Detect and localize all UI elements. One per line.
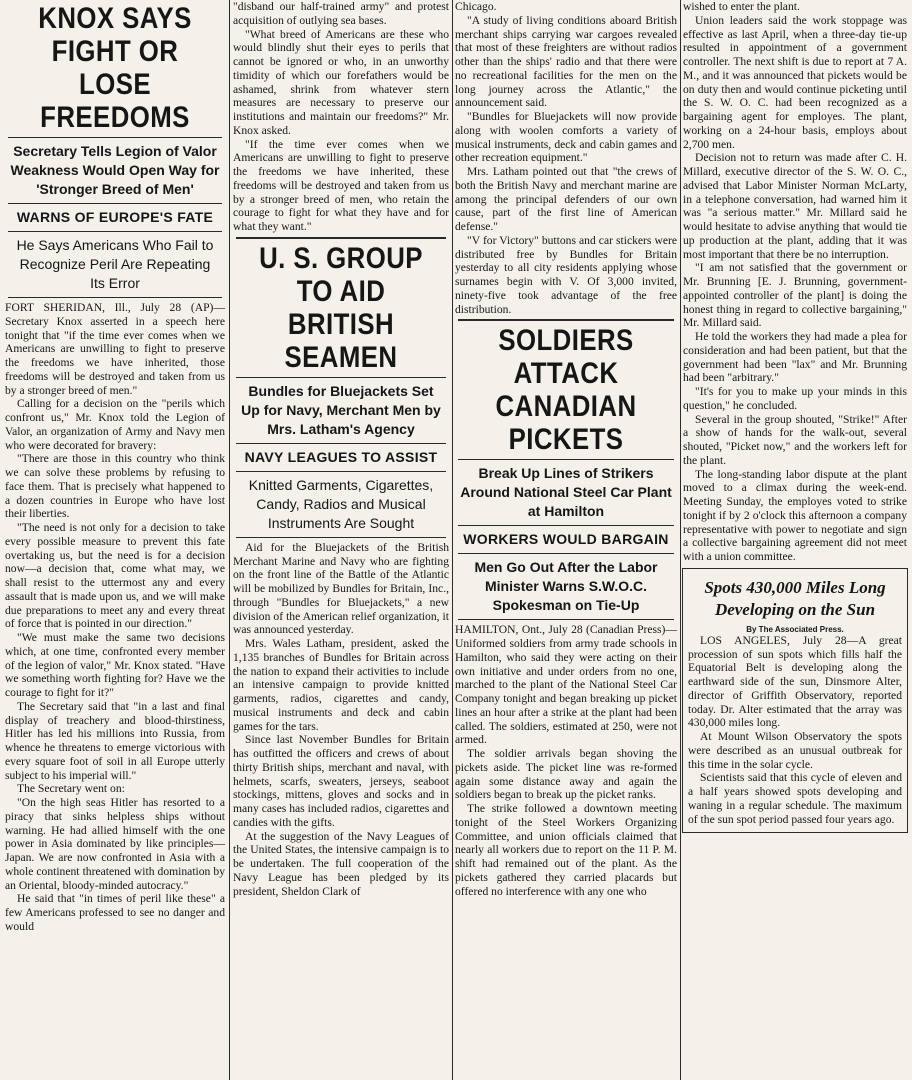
- divider: [236, 377, 446, 378]
- paragraph: The soldier arrivals began shoving the pickets aside. The picket line was re-formed again some distance away and again the soldiers began to break up the picket ranks.: [455, 747, 677, 802]
- paragraph: The Secretary said that "in a last and final display of treachery and blood-thirstiness, Hitler has led his millions into Russia, from whence he threatens to emerge victorious with every square foot of soil in all Europe utterly subject to his imperial will.": [5, 699, 225, 782]
- paragraph: At the suggestion of the Navy Leagues of the United States, the intensive campaign is to be undertaken. The full cooperation of the Navy League has been pledged by its president, Sheldon Clark of: [233, 829, 449, 898]
- paragraph: Mrs. Wales Latham, president, asked the 1,135 branches of Bundles for Britain across the nation to expand their activities to include an intensive campaign to provide knitted garments, radios, cigarettes and candy, musical instruments and deck and cabin games for the tars.: [233, 637, 449, 733]
- paragraph: LOS ANGELES, July 28—A great procession of sun spots which fills half the Equatorial Belt is developing along the earthward side of the sun, Dinsmore Alter, director of Griffith Observatory, reported today. Dr. Alter estimated that the array was 430,000 miles long.: [688, 633, 902, 730]
- divider: [236, 471, 446, 472]
- knox-article-continued: [232, 0, 450, 234]
- paragraph: wished to enter the plant.: [683, 0, 800, 13]
- divider: [236, 237, 446, 239]
- divider: [458, 619, 674, 620]
- divider: [236, 443, 446, 444]
- divider: [458, 553, 674, 554]
- paragraph: Chicago.: [455, 0, 497, 13]
- paragraph: "Bundles for Bluejackets will now provide along with woolen comforts a variety of musical instruments, deck and cabin games and other recreation equipment.": [455, 110, 677, 165]
- paragraph: "A study of living conditions aboard British merchant ships carrying war cargoes revealed that most of these freighters are without radios other than the ships' radio and that there were no recreational facilities for the men on the long journey across the Atlantic," the announcement said.: [455, 13, 677, 110]
- sunspots-box: [682, 568, 908, 834]
- column-4: [682, 0, 908, 1080]
- sunspots-headline: Spots 430,000 Miles Long Developing on the Sun: [704, 577, 886, 619]
- pickets-deck-3: Men Go Out After the Labor Minister Warns S.W.O.C. Spokesman on Tie-Up: [474, 559, 658, 614]
- paragraph: At Mount Wilson Observatory the spots were described as an unusual outbreak for this time in the solar cycle.: [688, 730, 902, 771]
- paragraph: The long-standing labor dispute at the plant moved to a climax during the week-end. Meeting Sunday, the employes voted to strike tonight if by 2 o'clock this afternoon a company representative with power to negotiate and sign a collective bargaining agreement did not meet with a union committee.: [683, 467, 907, 563]
- divider: [458, 525, 674, 526]
- seamen-article-continued: [454, 0, 678, 316]
- sunspots-body: [687, 634, 903, 827]
- seamen-headline: U. S. GROUP TO AID BRITISH SEAMEN: [259, 241, 423, 374]
- paragraph: HAMILTON, Ont., July 28 (Canadian Press)—Uniformed soldiers from army trade schools in Hamilton, who said they were acting on their own initiative and under orders from no one, marched to the plant of the National Steel Car Company tonight and began breaking up picket lines an hour after a strike at the plant had been called. The soldiers, estimated at 250, were not armed.: [455, 623, 677, 747]
- column-2: [232, 0, 450, 1080]
- knox-deck-2: WARNS OF EUROPE'S FATE: [16, 209, 214, 225]
- paragraph: Decision not to return was made after C. H. Millard, executive director of the S. W. O. C., advised that Labor Minister Norman McLarty, in a telephone conversation, had warned him it was "a serious matter." Mr. Millard said he would hesitate to advise anything that would tie up production at the plant, adding that it was most important that there be no interruption.: [683, 151, 907, 261]
- knox-deck-3: He Says Americans Who Fail to Recognize Peril Are Repeating Its Error: [16, 237, 214, 291]
- column-3: [454, 0, 678, 1080]
- paragraph: Since last November Bundles for Britain has outfitted the officers and crews of about thirty British ships, merchant and naval, with helmets, scarfs, sweaters, jerseys, seaboot stockings, mittens, gloves and socks and in many cases has included radios, cigarettes and candies with the gifts.: [233, 733, 449, 829]
- paragraph: "disband our half-trained army" and protest acquisition of outlying sea bases.: [233, 0, 449, 27]
- pickets-deck-1: Break Up Lines of Strikers Around National Steel Car Plant at Hamilton: [460, 465, 672, 520]
- knox-headline: KNOX SAYS FIGHT OR LOSE FREEDOMS: [38, 2, 192, 134]
- divider: [8, 137, 222, 138]
- divider: [8, 203, 222, 204]
- paragraph: Several in the group shouted, "Strike!" After a show of hands for the walk-out, several shouted, "Picket now," and the workers left for the plant.: [683, 412, 907, 467]
- paragraph: "We must make the same two decisions which, at one time, confronted every member of the legion of valor," Mr. Knox stated. "Have we something worth fighting for? Have we the courage to fight for it?": [5, 631, 225, 699]
- column-rule: [229, 0, 230, 1080]
- paragraph: Mrs. Latham pointed out that "the crews of both the British Navy and merchant marine are among the principal defenders of our own cause, part of the first line of American defense.": [455, 165, 677, 233]
- paragraph: "If the time ever comes when we Americans are unwilling to fight to preserve the freedoms we have inherited, these freedoms will be destroyed and taken from us by a stronger breed of men, who retain the courage to fight for what they have and for what they want.": [233, 137, 449, 233]
- column-rule: [452, 0, 453, 1080]
- pickets-headline: SOLDIERS ATTACK CANADIAN PICKETS: [495, 324, 637, 457]
- paragraph: "It's for you to make up your minds in this question," he concluded.: [683, 385, 907, 412]
- divider: [8, 231, 222, 232]
- divider: [458, 319, 674, 321]
- column-rule: [680, 0, 681, 1080]
- paragraph: "What breed of Americans are these who would blindly shut their eyes to perils that cannot be ignored or who, in an unworthy timidity of which our forefathers would be ashamed, shrink from whatever stern measures are necessary to preserve our institutions and maintain our freedoms?" Mr. Knox asked.: [233, 27, 449, 137]
- paragraph: "The need is not only for a decision to take every possible measure to prevent this fate overtaking us, but the need is for a decision now—a decision that, come what may, we shall resist to the uttermost any and every assault that is made upon us, and we will make due preparations to meet any and every threat of force that is pointed in our direction.": [5, 521, 225, 631]
- divider: [236, 537, 446, 538]
- paragraph: "I am not satisfied that the government or Mr. Brunning [E. J. Brunning, government-appointed controller of the plant] is doing the honest thing in regard to collective bargaining," Mr. Millard said.: [683, 261, 907, 330]
- pickets-article-continued: [682, 0, 908, 564]
- knox-article-body: [4, 301, 226, 934]
- seamen-deck-2: NAVY LEAGUES TO ASSIST: [244, 448, 438, 465]
- paragraph: Scientists said that this cycle of eleven and a half years showed spots developing and waning in a regular schedule. The maximum of the sun spot period passed four years ago.: [688, 771, 902, 826]
- paragraph: Union leaders said the work stoppage was effective as last April, when a three-day tie-up resulted in appointment of a government controller. The next shift is due to report at 7 A. M., and it was announced that pickets would be on duty then and would continue picketing until the S. W. O. C. had been recognized as a bargaining agent for employes. The plant, working on a 24-hour basis, employs about 2,700 men.: [683, 13, 907, 151]
- knox-deck-1: Secretary Tells Legion of Valor Weakness Would Open Way for 'Stronger Breed of Men': [10, 143, 220, 197]
- pickets-article-body: [454, 623, 678, 898]
- paragraph: The Secretary went on:: [17, 782, 125, 796]
- sunspots-credit: By The Associated Press.: [746, 624, 844, 634]
- seamen-article-body: [232, 541, 450, 899]
- paragraph: The strike followed a downtown meeting tonight of the Steel Workers Organizing Committee, and union officials claimed that nearly all workers due to report on the 11 P. M. shift had remained out of the plant. As the pickets gathered they carried placards but offered no interference with any one who: [455, 802, 677, 898]
- seamen-deck-3: Knitted Garments, Cigarettes, Candy, Radios and Musical Instruments Are Sought: [248, 476, 434, 531]
- divider: [458, 459, 674, 460]
- paragraph: He said that "in times of peril like these" a few Americans professed to see no danger and would: [5, 892, 225, 933]
- paragraph: "V for Victory" buttons and car stickers were distributed free by Bundles for Britain yesterday to all city residents applying whose surnames begin with V. Of 3,000 invited, ninety-five took advantage of the free distribution.: [455, 233, 677, 316]
- seamen-deck-1: Bundles for Bluejackets Set Up for Navy, Merchant Men by Mrs. Latham's Agency: [241, 382, 441, 437]
- paragraph: FORT SHERIDAN, Ill., July 28 (AP)—Secretary Knox asserted in a speech here tonight that "if the time ever comes when we Americans are unwilling to fight to preserve the freedoms we have inherited, those freedoms will be destroyed and taken from us by a stronger breed of men.": [5, 301, 225, 397]
- paragraph: He told the workers they had made a plea for consideration and had been patient, but that the government had been "lax" and Mr. Brunning had been "arbitrary.": [683, 330, 907, 385]
- divider: [8, 297, 222, 298]
- pickets-deck-2: WORKERS WOULD BARGAIN: [463, 531, 669, 548]
- paragraph: Calling for a decision on the "perils which confront us," Mr. Knox told the Legion of Valor, an organization of Army and Navy men who were decorated for bravery:: [5, 397, 225, 452]
- paragraph: "There are those in this country who think we can solve these problems by refusing to face them. That is precisely what happened to a dozen countries in Europe who have lost their liberties.: [5, 452, 225, 521]
- column-1: [4, 0, 226, 1080]
- paragraph: "On the high seas Hitler has resorted to a piracy that sinks helpless ships without warning. He had allied himself with the one power in Asia dominated by like principles—Japan. We are now confronted in Asia with a whole continent threatened with domination by an Oriental, bloody-minded autocracy.": [5, 796, 225, 892]
- paragraph: Aid for the Bluejackets of the British Merchant Marine and Navy who are fighting on the front line of the Battle of the Atlantic will be mobilized by Bundles for Britain, Inc., through "Bundles for Bluejackets," a new division of the American relief organization, it was announced yesterday.: [233, 540, 449, 637]
